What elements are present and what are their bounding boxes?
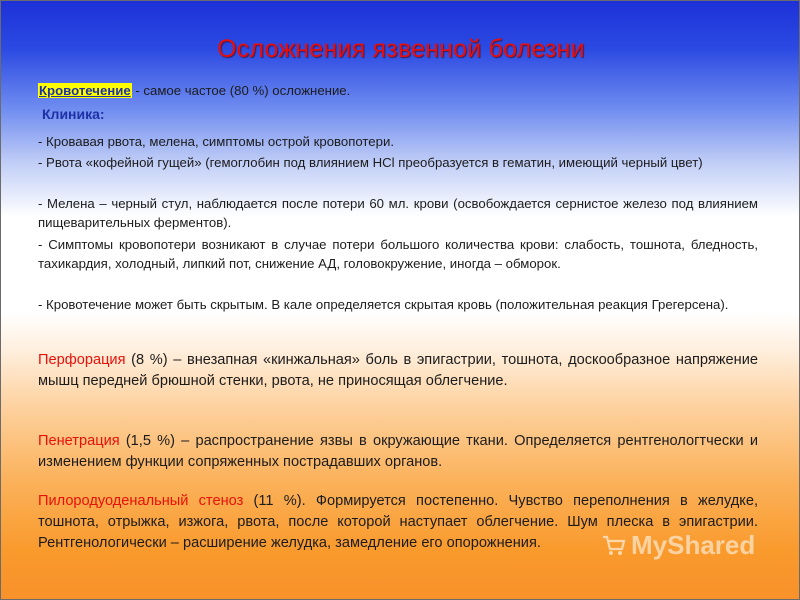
clinic-item-5: - Кровотечение может быть скрытым. В кале определяется скрытая кровь (положительная реакция Грегерсена). [38, 297, 729, 312]
watermark-text: MyShared [631, 529, 756, 560]
clinic-item-2: - Рвота «кофейной гущей» (гемоглобин под влиянием HCl преобразуется в гематин, имеющий черный цвет) [38, 155, 703, 170]
bleeding-term: Кровотечение [39, 83, 131, 98]
bleeding-intro-text: - самое частое (80 %) осложнение. [131, 83, 351, 98]
stenosis-text: (11 %). Формируется постепенно. Чувство переполнения в желудке, тошнота, отрыжка, изжога, рвота, после которой наступает облегчение. Шум плеска в эпигастрии. Рентгенологически – расширение желудка, замедление его опорожнения. [38, 493, 758, 551]
clinic-item-3: - Мелена – черный стул, наблюдается после потери 60 мл. крови (освобождается сернистое железо под влиянием пищеварительных ферментов). [38, 196, 758, 230]
stenosis-term: Пилородуоденальный стеноз [38, 493, 244, 509]
penetration-paragraph [38, 431, 758, 473]
perforation-paragraph [38, 350, 758, 392]
penetration-term: Пенетрация [38, 433, 120, 449]
slide-title: Осложнения язвенной болезни [217, 35, 585, 63]
clinic-label: Клиника: [42, 106, 105, 122]
cart-icon [601, 532, 627, 558]
bleeding-intro [38, 81, 758, 100]
watermark [601, 525, 761, 565]
perforation-text: (8 %) – внезапная «кинжальная» боль в эпигастрии, тошнота, доскообразное напряжение мышц передней брюшной стенки, рвота, не приносящая облегчение. [38, 352, 758, 389]
perforation-term: Перфорация [38, 352, 126, 368]
clinic-item-4: - Симптомы кровопотери возникают в случае потери большого количества крови: слабость, тошнота, бледность, тахикардия, холодный, липкий пот, снижение АД, головокружение, иногда – обморок. [38, 237, 758, 271]
clinic-item-1: - Кровавая рвота, мелена, симптомы острой кровопотери. [38, 134, 394, 149]
penetration-text: (1,5 %) – распространение язвы в окружающие ткани. Определяется рентгенологтчески и изменением функции сопряженных пострадавших органов. [38, 433, 758, 470]
